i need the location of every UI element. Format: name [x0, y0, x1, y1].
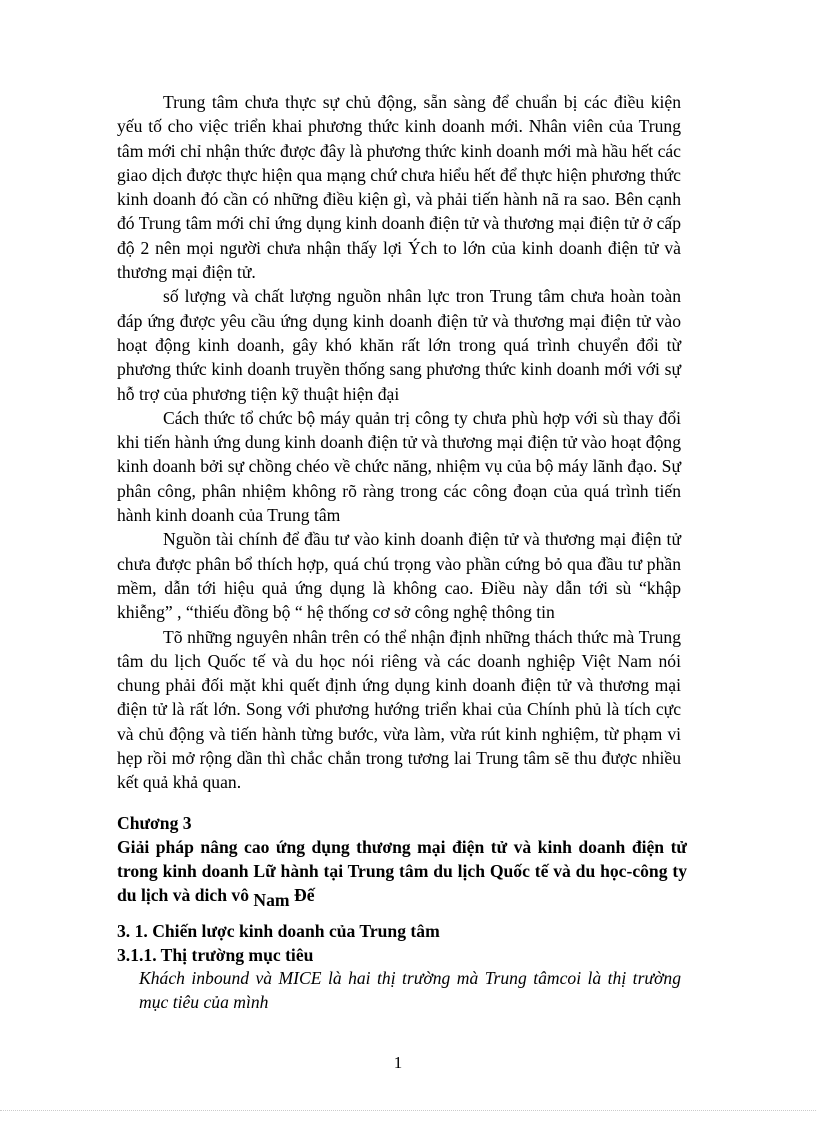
- chapter-title-end: Đế: [293, 885, 315, 905]
- page-break-line: [0, 1110, 816, 1111]
- chapter-title: [117, 835, 687, 910]
- chapter-heading: [117, 811, 687, 910]
- page-number: 1: [393, 1053, 403, 1072]
- paragraph: Nguồn tài chính để đầu tư vào kinh doanh điện tử và thương mại điện tử chưa được phân bổ thích hợp, quá chú trọng vào phần cứng bỏ qua đầu tư phần mềm, dẫn tới hiệu quả ứng dụng là không cao. Điều này dẫn tới sù “khập khiễng” , “thiếu đồng bộ “ hệ thống cơ sở công nghệ thông tin: [117, 529, 681, 623]
- chapter-number: Chương 3: [117, 813, 192, 833]
- body-text: [117, 90, 681, 795]
- subsection-heading: 3.1.1. Thị trường mục tiêu: [117, 945, 314, 965]
- paragraph: Tõ những nguyên nhân trên có thể nhận định những thách thức mà Trung tâm du lịch Quốc tế và du học nói riêng và các doanh nghiệp Việt Nam nói chung phải đối mặt khi quết định ứng dụng kinh doanh điện tử và thương mại điện tử là rất lớn. Song với phương hướng triển khai của Chính phủ là tích cực và chủ động và tiến hành từng bước, vừa làm, vừa rút kinh nghiệm, từ phạm vi hẹp rồi mở rộng dần thì chắc chắn trong tương lai Trung tâm sẽ thu được nhiều kết quả khả quan.: [117, 626, 681, 793]
- section-heading: 3. 1. Chiến lược kinh doanh của Trung tâm: [117, 921, 440, 941]
- italic-paragraph: Khách inbound và MICE là hai thị trường mà Trung tâmcoi là thị trường mục tiêu của mình: [139, 968, 681, 1012]
- chapter-title-sub: Nam: [253, 890, 290, 910]
- chapter-title-text: Giải pháp nâng cao ứng dụng thương mại điện tử và kinh doanh điện tử trong kinh doanh Lữ hành tại Trung tâm du lịch Quốc tế và du học-công ty du lịch và dich vô: [117, 837, 687, 905]
- paragraph: Cách thức tổ chức bộ máy quản trị công ty chưa phù hợp với sù thay đổi khi tiến hành ứng dung kinh doanh điện tử và thương mại điện tử vào hoạt động kinh doanh bởi sự chồng chéo về chức năng, nhiệm vụ của bộ máy lãnh đạo. Sự phân công, phân nhiệm không rõ ràng trong các công đoạn của quá trình tiến hành kinh doanh của Trung tâm: [117, 407, 681, 526]
- paragraph: số lượng và chất lượng nguồn nhân lực tron Trung tâm chưa hoàn toàn đáp ứng được yêu cầu ứng dụng kinh doanh điện tử và thương mại điện tử vào hoạt động kinh doanh, gây khó khăn rất lớn trong quá trình chuyển đổi từ phương thức kinh doanh truyền thống sang phương thức kinh doanh mới với sự hỗ trợ của phương tiện kỹ thuật hiện đại: [117, 286, 681, 404]
- paragraph: Trung tâm chưa thực sự chủ động, sẵn sàng để chuẩn bị các điều kiện yếu tố cho việc triển khai phương thức kinh doanh mới. Nhân viên của Trung tâm mới chỉ nhận thức được đây là phương thức kinh doanh mới mà hầu hết các giao dịch được thực hiện qua mạng chứ chưa hiểu hết để thực hiện phương thức kinh doanh đó cần có những điều kiện gì, và phải tiến hành nã ra sao. Bên cạnh đó Trung tâm mới chỉ ứng dụng kinh doanh điện tử và thương mại điện tử ở cấp độ 2 nên mọi người chưa nhận thấy lợi Ých to lớn của kinh doanh điện tử và thương mại điện tử.: [117, 92, 681, 283]
